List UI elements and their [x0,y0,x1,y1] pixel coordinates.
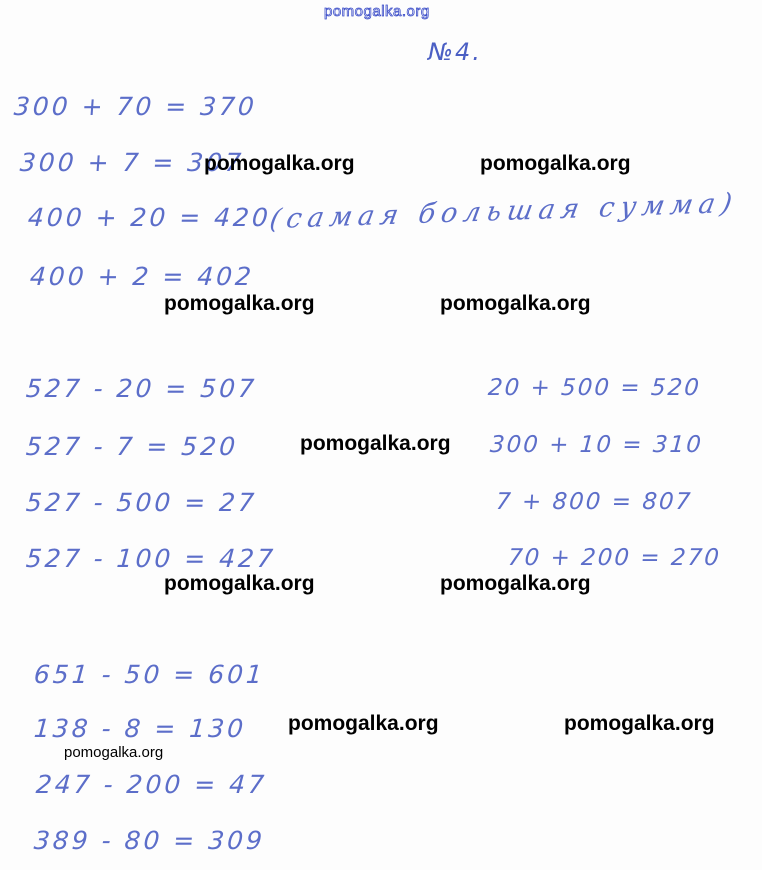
equation-3-1: 20 + 500 = 520 [487,375,702,401]
watermark: pomogalka.org [300,432,451,455]
watermark: pomogalka.org [440,292,591,315]
watermark: pomogalka.org [288,712,439,735]
watermark: pomogalka.org [480,152,631,175]
equation-3-4: 70 + 200 = 270 [507,545,722,571]
watermark: pomogalka.org [204,152,355,175]
equation-1-3: 400 + 20 = 420 [26,203,272,232]
equation-4-2: 138 - 8 = 130 [32,714,248,743]
equation-2-1: 527 - 20 = 507 [24,374,259,403]
equation-3-2: 300 + 10 = 310 [489,432,704,458]
note-largest-sum: (самая большая сумма) [267,187,741,236]
watermark-small: pomogalka.org [64,744,164,761]
equation-1-1: 300 + 70 = 370 [12,92,258,121]
equation-4-4: 389 - 80 = 309 [32,826,267,855]
task-number: №4. [428,38,482,66]
equation-4-1: 651 - 50 = 601 [32,660,267,689]
equation-1-4: 400 + 2 = 402 [28,262,256,291]
equation-1-2: 300 + 7 = 307 [18,148,246,177]
watermark: pomogalka.org [164,292,315,315]
watermark: pomogalka.org [564,712,715,735]
watermark: pomogalka.org [440,572,591,595]
equation-2-2: 527 - 7 = 520 [24,432,240,461]
equation-4-3: 247 - 200 = 47 [34,770,269,799]
equation-2-3: 527 - 500 = 27 [24,488,259,517]
watermark: pomogalka.org [164,572,315,595]
equation-3-3: 7 + 800 = 807 [495,489,694,515]
site-header[interactable]: pomogalka.org [324,3,430,20]
equation-2-4: 527 - 100 = 427 [24,544,277,573]
